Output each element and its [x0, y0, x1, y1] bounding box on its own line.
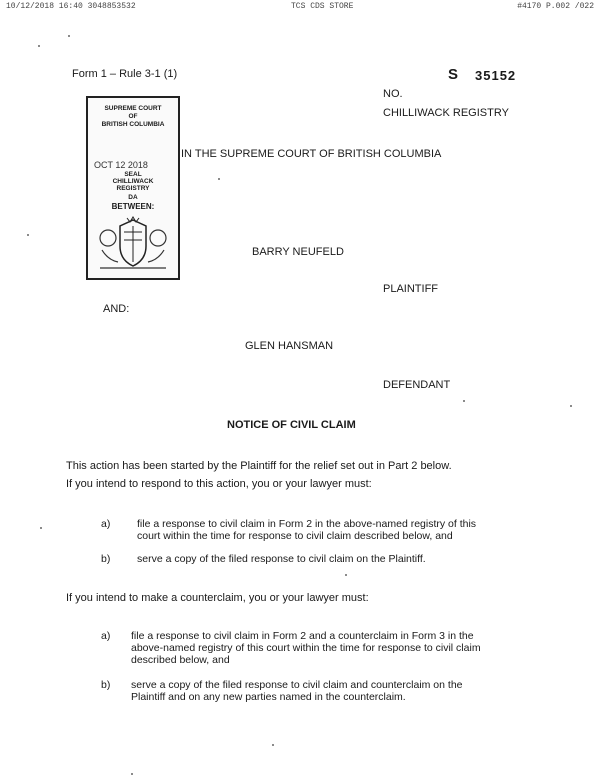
counterclaim-intro: If you intend to make a counterclaim, you or your lawyer must: — [66, 592, 369, 604]
plaintiff-name: BARRY NEUFELD — [252, 246, 344, 258]
counterclaim-item-b-line-1: serve a copy of the filed response to civil claim and counterclaim on the — [131, 679, 463, 691]
stamp-date: OCT 12 2018 — [94, 160, 148, 170]
registry-stamp — [86, 96, 180, 280]
stamp-seal-3: REGISTRY — [116, 185, 150, 192]
scan-speck — [345, 574, 347, 576]
defendant-label: DEFENDANT — [383, 379, 451, 391]
scan-speck — [68, 35, 70, 37]
scan-speck — [463, 400, 465, 402]
scan-speck — [272, 744, 274, 746]
no-label: NO. — [383, 88, 403, 100]
stamp-line-1: SUPREME COURT — [104, 105, 162, 112]
counterclaim-item-a-line-1: file a response to civil claim in Form 2 and a counterclaim in Form 3 in the — [131, 630, 474, 642]
defendant-name: GLEN HANSMAN — [245, 340, 334, 352]
coat-of-arms-icon — [94, 216, 172, 272]
and-label: AND: — [103, 303, 130, 315]
stamp-line-2: OF — [128, 113, 138, 120]
plaintiff-label: PLAINTIFF — [383, 283, 439, 295]
scan-speck — [218, 178, 220, 180]
fax-page-number: #4170 P.002 /022 — [517, 2, 594, 11]
counterclaim-item-a-marker: a) — [101, 630, 111, 642]
respond-item-a-marker: a) — [101, 518, 111, 530]
court-heading: IN THE SUPREME COURT OF BRITISH COLUMBIA — [181, 148, 442, 160]
stamp-seal-5: BETWEEN: — [111, 202, 155, 211]
scan-speck — [27, 234, 29, 236]
registry-label: CHILLIWACK REGISTRY — [383, 107, 509, 119]
respond-item-a-line-1: file a response to civil claim in Form 2 in the above-named registry of this — [137, 518, 477, 530]
scan-speck — [131, 773, 133, 775]
counterclaim-item-b-marker: b) — [101, 679, 111, 691]
intro-line-2: If you intend to respond to this action, you or your lawyer must: — [66, 478, 372, 490]
intro-line-1: This action has been started by the Plaintiff for the relief set out in Part 2 below. — [66, 460, 452, 472]
fax-date-time: 10/12/2018 16:40 3048853532 — [6, 2, 136, 11]
scan-speck — [40, 527, 42, 529]
counterclaim-item-b-line-2: Plaintiff and on any new parties named in the counterclaim. — [131, 691, 406, 703]
counterclaim-item-a-line-3: described below, and — [131, 654, 230, 666]
court-number-prefix: S — [448, 66, 459, 83]
form-reference: Form 1 – Rule 3-1 (1) — [72, 68, 178, 80]
document-title: NOTICE OF CIVIL CLAIM — [227, 419, 356, 431]
fax-header — [6, 2, 594, 14]
counterclaim-item-a-line-2: above-named registry of this court within the time for response to civil claim — [131, 642, 481, 654]
stamp-line-3: BRITISH COLUMBIA — [101, 121, 165, 128]
stamp-seal-2: CHILLIWACK — [112, 178, 154, 185]
court-number-digits: 35152 — [475, 68, 517, 83]
respond-item-b-line-1: serve a copy of the filed response to civil claim on the Plaintiff. — [137, 553, 426, 565]
respond-item-a-line-2: court within the time for response to civil claim described below, and — [137, 530, 453, 542]
scan-speck — [38, 45, 40, 47]
stamp-seal-4: DA — [128, 194, 138, 201]
fax-center-text: TCS CDS STORE — [291, 2, 354, 11]
respond-item-b-marker: b) — [101, 553, 111, 565]
scan-speck — [570, 405, 572, 407]
court-file-number — [448, 65, 534, 87]
stamp-seal-1: SEAL — [124, 171, 142, 178]
